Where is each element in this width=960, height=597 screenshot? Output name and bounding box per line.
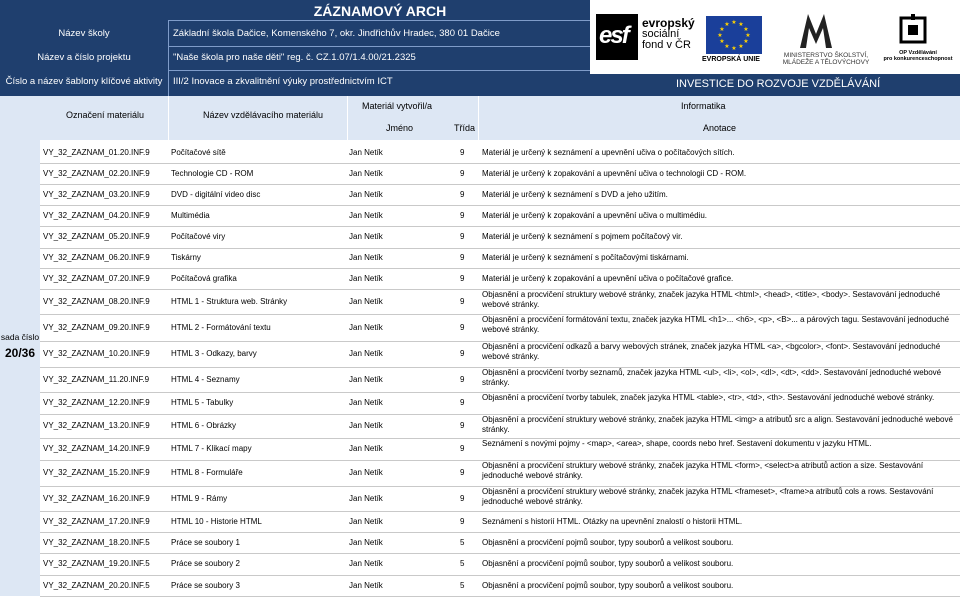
esf-logo-text (642, 18, 695, 51)
material-class: 5 (460, 538, 465, 547)
msmt-line: MINISTERSTVO ŠKOLSTVÍ, (783, 52, 869, 59)
material-author: Jan Netík (349, 444, 383, 453)
esf-line: fond v ČR (642, 39, 691, 51)
material-author: Jan Netík (349, 148, 383, 157)
svg-text:★: ★ (724, 43, 730, 50)
table-row (40, 184, 960, 205)
material-name: Multimédia (171, 211, 210, 220)
header-row-template (0, 70, 590, 92)
th-created-by: Materiál vytvořil/a (362, 101, 433, 111)
eu-label: EVROPSKÁ UNIE (702, 56, 760, 63)
header-label: Název školy (58, 28, 110, 39)
material-name: Počítačové sítě (171, 148, 226, 157)
material-name: DVD - digitální video disc (171, 190, 261, 199)
th-annotation: Anotace (703, 123, 737, 133)
material-code: VY_32_ZAZNAM_10.20.INF.9 (43, 349, 150, 358)
table-row (40, 438, 960, 460)
material-name: HTML 5 - Tabulky (171, 398, 234, 407)
material-annotation: Objasnění a procvičení struktury webové stránky, značek jazyka HTML <img> a atributů src a align. Sestavování jednoduché webové stránky. (482, 415, 953, 434)
material-code: VY_32_ZAZNAM_02.20.INF.9 (43, 169, 150, 178)
svg-text:★: ★ (717, 32, 723, 39)
svg-text:★: ★ (731, 45, 737, 52)
material-annotation: Seznámení s historií HTML. Otázky na upevnění znalostí o historii HTML. (482, 517, 743, 526)
material-author: Jan Netík (349, 398, 383, 407)
material-author: Jan Netík (349, 323, 383, 332)
material-author: Jan Netík (349, 421, 383, 430)
header-block (0, 0, 590, 96)
material-annotation: Objasnění a procvičení pojmů soubor, typy souborů a velikost souboru. (482, 559, 734, 568)
material-annotation: Seznámení s novými pojmy - <map>, <area>, shape, coords nebo href. Sestavení dokumentu v jazyku HTML. (482, 439, 872, 448)
table-row (40, 575, 960, 596)
material-class: 9 (460, 375, 465, 384)
material-annotation: Objasnění a procvičení tvorby tabulek, značek jazyka HTML <table>, <tr>, <td>, <th>. Sestavování jednoduché webové stránky. (482, 393, 935, 402)
material-name: HTML 7 - Klikací mapy (171, 444, 252, 453)
set-sidebar (0, 140, 40, 596)
material-author: Jan Netík (349, 169, 383, 178)
material-name: Tiskárny (171, 253, 201, 262)
material-code: VY_32_ZAZNAM_12.20.INF.9 (43, 398, 150, 407)
material-annotation: Objasnění a procvičení struktury webové stránky, značek jazyka HTML <frameset>, <frame>a atributů cols a rows. Sestavování jednoduché webové stránky. (482, 487, 934, 506)
esf-line: evropský (642, 16, 695, 30)
material-code: VY_32_ZAZNAM_03.20.INF.9 (43, 190, 150, 199)
esf-mark: esf (599, 22, 628, 49)
material-author: Jan Netík (349, 232, 383, 241)
material-class: 9 (460, 517, 465, 526)
material-class: 9 (460, 323, 465, 332)
material-name: Práce se soubory 1 (171, 538, 240, 547)
material-code: VY_32_ZAZNAM_19.20.INF.5 (43, 559, 150, 568)
material-name: Práce se soubory 2 (171, 559, 240, 568)
msmt-line: MLÁDEŽE A TĚLOVÝCHOVY (782, 59, 870, 66)
header-label: Číslo a název šablony klíčové aktivity (5, 76, 163, 87)
material-author: Jan Netík (349, 375, 383, 384)
svg-text:★: ★ (738, 21, 744, 28)
material-code: VY_32_ZAZNAM_13.20.INF.9 (43, 421, 150, 430)
material-annotation: Objasnění a procvičení struktury webové stránky, značek jazyka HTML <form>, <select>a atributů action a size. Sestavování jednoduché webové stránky. (482, 461, 924, 480)
material-author: Jan Netík (349, 349, 383, 358)
material-code: VY_32_ZAZNAM_01.20.INF.9 (43, 148, 150, 157)
th-subject: Informatika (681, 101, 726, 111)
material-name: HTML 3 - Odkazy, barvy (171, 349, 257, 358)
material-name: Technologie CD - ROM (171, 169, 254, 178)
svg-text:★: ★ (731, 19, 737, 26)
th-author: Jméno (386, 123, 414, 133)
esf-line: sociální (642, 28, 680, 40)
svg-text:★: ★ (738, 43, 744, 50)
material-code: VY_32_ZAZNAM_07.20.INF.9 (43, 274, 150, 283)
msmt-label (776, 52, 876, 66)
set-number: 20/36 (4, 346, 36, 360)
header-row-project (0, 46, 590, 68)
header-row-school (0, 22, 590, 44)
material-code: VY_32_ZAZNAM_11.20.INF.9 (43, 375, 150, 384)
material-class: 9 (460, 274, 465, 283)
table-row (40, 532, 960, 553)
material-code: VY_32_ZAZNAM_20.20.INF.5 (43, 581, 150, 590)
svg-text:★: ★ (743, 26, 749, 33)
material-code: VY_32_ZAZNAM_04.20.INF.9 (43, 211, 150, 220)
material-name: HTML 8 - Formuláře (171, 468, 243, 477)
msmt-logo-icon (798, 12, 834, 50)
header-value: "Naše škola pro naše děti" reg. č. CZ.1.07/1.4.00/21.2325 (173, 52, 416, 63)
op-logo-icon (898, 14, 928, 46)
material-code: VY_32_ZAZNAM_17.20.INF.9 (43, 517, 150, 526)
material-code: VY_32_ZAZNAM_14.20.INF.9 (43, 444, 150, 453)
material-annotation: Objasnění a procvičení odkazů a barvy webových stránek, značek jazyka HTML <a>, <bgcolor>, <font>. Sestavování jednoduché webové stránky. (482, 342, 941, 361)
table-row (40, 163, 960, 184)
header-rule (168, 20, 590, 21)
esf-logo (596, 14, 638, 60)
table-row (40, 289, 960, 314)
material-annotation: Materiál je určený k zopakování a upevnění učiva o technologii CD - ROM. (482, 169, 747, 178)
material-annotation: Objasnění a procvičení pojmů soubor, typy souborů a velikost souboru. (482, 581, 734, 590)
material-class: 5 (460, 581, 465, 590)
material-annotation: Materiál je určený k seznámení a upevnění učiva o počítačových sítích. (482, 148, 735, 157)
material-name: Počítačová grafika (171, 274, 237, 283)
material-class: 9 (460, 253, 465, 262)
table-row (40, 268, 960, 289)
material-annotation: Objasnění a procvičení formátování textu, značek jazyka HTML <h1>... <h6>, <p>, <B>... a párových tagu. Sestavování jednoduché webové stránky. (482, 315, 950, 334)
material-class: 9 (460, 444, 465, 453)
svg-text:★: ★ (719, 38, 725, 45)
material-class: 9 (460, 232, 465, 241)
header-value: III/2 Inovace a zkvalitnění výuky prostřednictvím ICT (173, 76, 393, 87)
material-annotation: Materiál je určený k seznámení s pojmem počítačový vir. (482, 232, 683, 241)
material-author: Jan Netík (349, 517, 383, 526)
material-author: Jan Netík (349, 190, 383, 199)
material-class: 9 (460, 211, 465, 220)
page-title: ZÁZNAMOVÝ ARCH (313, 3, 447, 19)
material-name: Práce se soubory 3 (171, 581, 240, 590)
material-code: VY_32_ZAZNAM_08.20.INF.9 (43, 297, 150, 306)
material-annotation: Materiál je určený k seznámení s DVD a jeho užitím. (482, 190, 668, 199)
material-code: VY_32_ZAZNAM_05.20.INF.9 (43, 232, 150, 241)
material-class: 5 (460, 559, 465, 568)
op-line: pro konkurenceschopnost (883, 56, 953, 62)
table-row (40, 392, 960, 414)
th-name-cell (169, 96, 347, 140)
table-row (40, 142, 960, 163)
header-value: Základní škola Dačice, Komenského 7, okr. Jindřichův Hradec, 380 01 Dačice (173, 28, 500, 39)
material-class: 9 (460, 398, 465, 407)
th-name: Název vzdělávacího materiálu (203, 110, 324, 120)
material-annotation: Materiál je určený k seznámení s počítačovými tiskárnami. (482, 253, 689, 262)
material-code: VY_32_ZAZNAM_16.20.INF.9 (43, 494, 150, 503)
material-author: Jan Netík (349, 468, 383, 477)
table-row (40, 511, 960, 532)
table-row (40, 367, 960, 392)
material-class: 9 (460, 349, 465, 358)
th-class: Třída (454, 123, 476, 133)
th-subject-cell (479, 96, 960, 140)
material-author: Jan Netík (349, 559, 383, 568)
table-row (40, 553, 960, 575)
logo-strip (590, 0, 960, 96)
svg-text:★: ★ (719, 26, 725, 33)
material-name: HTML 6 - Obrázky (171, 421, 237, 430)
material-name: HTML 4 - Seznamy (171, 375, 240, 384)
material-author: Jan Netík (349, 494, 383, 503)
material-annotation: Materiál je určený k zopakování a upevnění učiva o multimédiu. (482, 211, 708, 220)
header-label: Název a číslo projektu (37, 52, 131, 63)
table-row (40, 226, 960, 248)
material-author: Jan Netík (349, 274, 383, 283)
material-code: VY_32_ZAZNAM_15.20.INF.9 (43, 468, 150, 477)
th-created-cell (348, 96, 478, 140)
material-author: Jan Netík (349, 253, 383, 262)
material-code: VY_32_ZAZNAM_18.20.INF.5 (43, 538, 150, 547)
op-line: OP Vzdělávání (899, 50, 937, 56)
material-class: 9 (460, 421, 465, 430)
table-row (40, 314, 960, 341)
set-label: sada číslo (0, 332, 40, 342)
th-code: Označení materiálu (66, 110, 145, 120)
material-class: 9 (460, 297, 465, 306)
material-class: 9 (460, 169, 465, 178)
th-code-cell (0, 96, 168, 140)
material-class: 9 (460, 148, 465, 157)
table-row (40, 205, 960, 226)
table-row (40, 414, 960, 438)
material-name: HTML 2 - Formátování textu (171, 323, 271, 332)
material-annotation: Objasnění a procvičení tvorby seznamů, značek jazyka HTML <ul>, <li>, <ol>, <dl>, <dt>, <dd>. Sestavování jednoduché webové stránky. (482, 368, 942, 387)
table-row (40, 248, 960, 268)
material-name: HTML 9 - Rámy (171, 494, 228, 503)
material-code: VY_32_ZAZNAM_06.20.INF.9 (43, 253, 150, 262)
investice-text: INVESTICE DO ROZVOJE VZDĚLÁVÁNÍ (676, 78, 881, 90)
svg-text:★: ★ (745, 32, 751, 39)
op-label (880, 50, 956, 62)
material-author: Jan Netík (349, 581, 383, 590)
material-author: Jan Netík (349, 297, 383, 306)
material-annotation: Objasnění a procvičení struktury webové stránky, značek jazyka HTML <html>, <head>, <title>, <body>. Sestavování jednoduché webové stránky. (482, 290, 941, 309)
material-name: Počítačové viry (171, 232, 226, 241)
material-author: Jan Netík (349, 538, 383, 547)
table-row (40, 460, 960, 486)
material-code: VY_32_ZAZNAM_09.20.INF.9 (43, 323, 150, 332)
table-row (40, 486, 960, 511)
svg-text:★: ★ (743, 38, 749, 45)
material-annotation: Materiál je určený k zopakování a upevnění učiva o počítačové grafice. (482, 274, 734, 283)
material-name: HTML 1 - Struktura web. Stránky (171, 297, 288, 306)
eu-flag-icon (706, 16, 762, 54)
investice-banner (590, 74, 960, 96)
svg-text:★: ★ (724, 21, 730, 28)
material-annotation: Objasnění a procvičení pojmů soubor, typy souborů a velikost souboru. (482, 538, 734, 547)
material-class: 9 (460, 468, 465, 477)
material-author: Jan Netík (349, 211, 383, 220)
material-class: 9 (460, 190, 465, 199)
table-row (40, 341, 960, 367)
material-name: HTML 10 - Historie HTML (171, 517, 262, 526)
material-class: 9 (460, 494, 465, 503)
